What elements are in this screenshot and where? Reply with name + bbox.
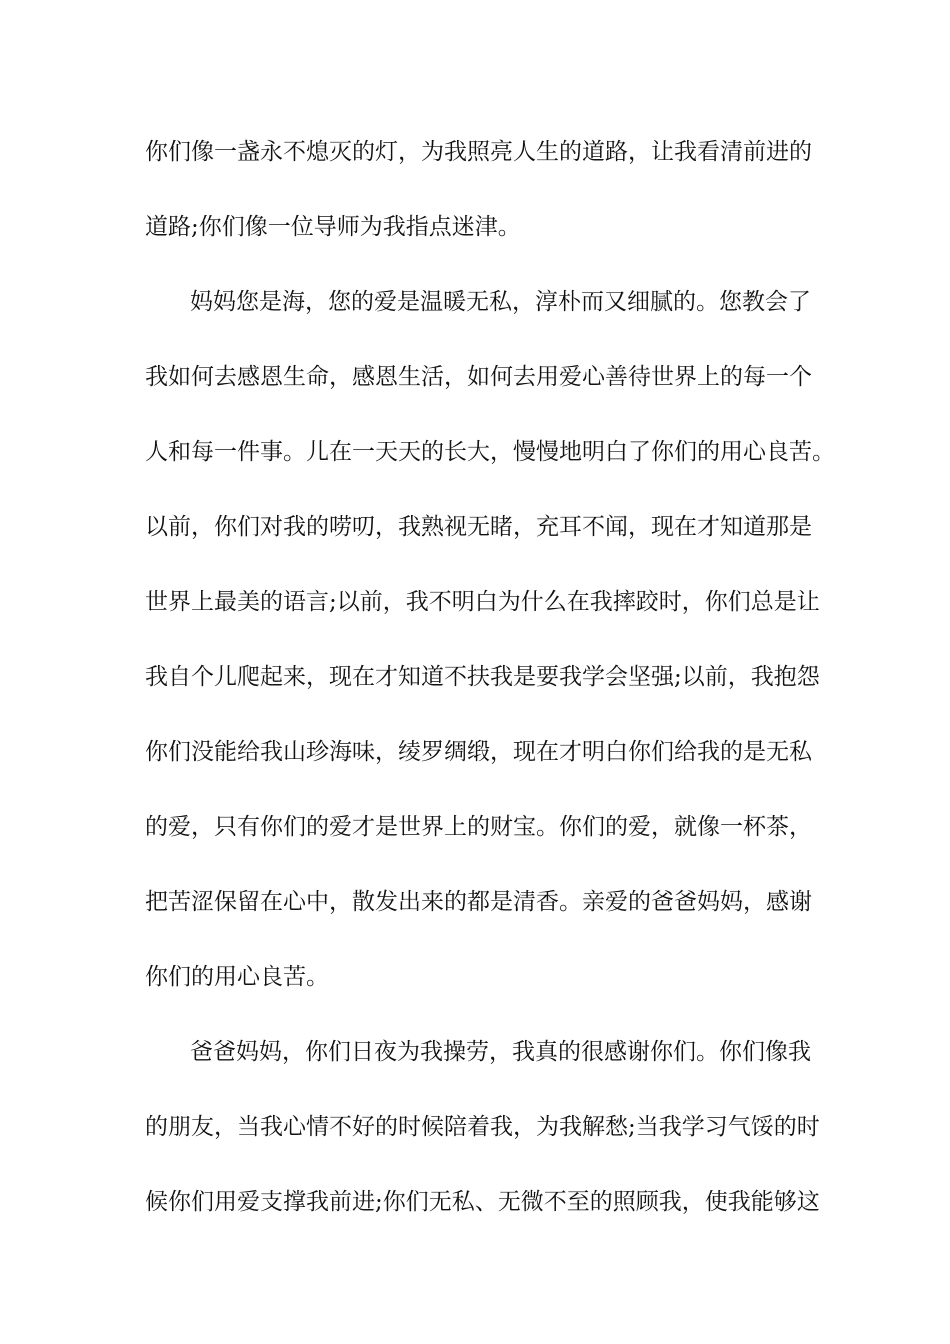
text-line: 候你们用爱支撑我前进;你们无私、无微不至的照顾我，使我能够这 xyxy=(145,1189,820,1215)
text-line: 人和每一件事。儿在一天天的长大，慢慢地明白了你们的用心良苦。 xyxy=(145,439,835,465)
text-line: 把苦涩保留在心中，散发出来的都是清香。亲爱的爸爸妈妈，感谢 xyxy=(145,889,812,915)
paragraph-first-line: 妈妈您是海，您的爱是温暖无私，淳朴而又细腻的。您教会了 xyxy=(190,289,811,315)
paragraph-first-line: 爸爸妈妈，你们日夜为我操劳，我真的很感谢你们。你们像我 xyxy=(190,1039,811,1065)
text-line: 世界上最美的语言;以前，我不明白为什么在我摔跤时，你们总是让 xyxy=(145,589,820,615)
text-line: 以前，你们对我的唠叨，我熟视无睹，充耳不闻，现在才知道那是 xyxy=(145,514,812,540)
text-line: 你们没能给我山珍海味，绫罗绸缎，现在才明白你们给我的是无私 xyxy=(145,739,812,765)
text-line: 我自个儿爬起来，现在才知道不扶我是要我学会坚强;以前，我抱怨 xyxy=(145,664,820,690)
text-line: 你们的用心良苦。 xyxy=(145,964,329,990)
text-line: 的爱，只有你们的爱才是世界上的财宝。你们的爱，就像一杯茶， xyxy=(145,814,812,840)
text-line: 的朋友，当我心情不好的时候陪着我，为我解愁;当我学习气馁的时 xyxy=(145,1114,820,1140)
text-line: 我如何去感恩生命，感恩生活，如何去用爱心善待世界上的每一个 xyxy=(145,364,812,390)
text-line: 你们像一盏永不熄灭的灯，为我照亮人生的道路，让我看清前进的 xyxy=(145,139,812,165)
text-line: 道路;你们像一位导师为我指点迷津。 xyxy=(145,214,521,240)
